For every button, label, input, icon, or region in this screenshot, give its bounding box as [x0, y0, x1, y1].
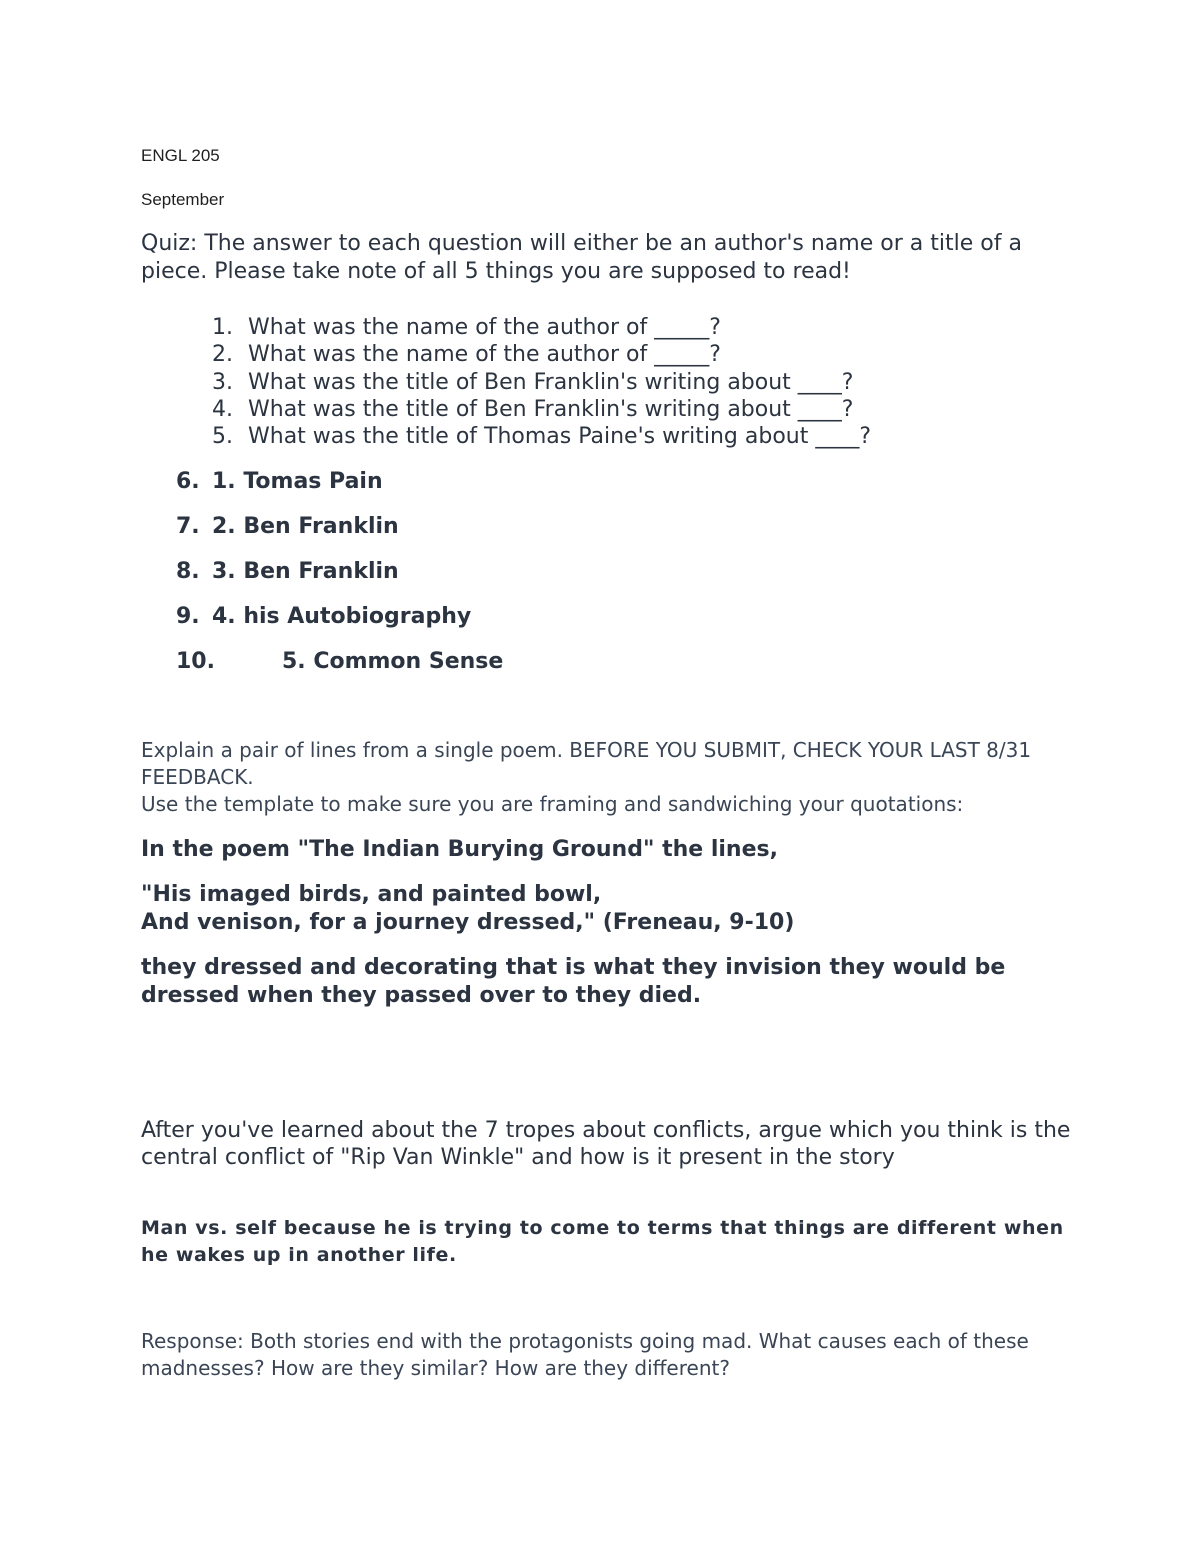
- quiz-answer: [176, 511, 503, 556]
- quiz-answer: [176, 646, 503, 691]
- month-label: September: [141, 190, 225, 209]
- quiz-answer: [176, 466, 503, 511]
- course-code: ENGL 205: [141, 146, 220, 165]
- quiz-question: [212, 314, 871, 341]
- question-text: What was the title of Thomas Paine's writing about ____?: [248, 424, 872, 449]
- answer-number: 10.: [176, 649, 215, 674]
- poem-explanation: they dressed and decorating that is what they invision they would be dressed when they passed over to they died.: [141, 955, 1006, 1008]
- question-number: 5.: [212, 424, 233, 449]
- tropes-answer: Man vs. self because he is trying to come to terms that things are different when he wakes up in another life.: [141, 1217, 1064, 1266]
- answer-text: 1. Tomas Pain: [212, 469, 383, 494]
- question-number: 2.: [212, 342, 233, 368]
- quiz-answer: [176, 601, 503, 646]
- tropes-question: After you've learned about the 7 tropes about conflicts, argue which you think is the central conflict of "Rip Van Winkle" and how is it present in the story: [141, 1118, 1071, 1170]
- answer-text: 4. his Autobiography: [212, 604, 472, 629]
- answer-number: 8.: [176, 559, 200, 584]
- quiz-question: [212, 396, 871, 423]
- poem-line: And venison, for a journey dressed," (Freneau, 9-10): [141, 910, 795, 935]
- answer-number: 6.: [176, 469, 200, 494]
- quiz-answer: [176, 556, 503, 601]
- poem-task-template-line: Use the template to make sure you are framing and sandwiching your quotations:: [141, 792, 964, 816]
- poem-task-prompt: Explain a pair of lines from a single poem. BEFORE YOU SUBMIT, CHECK YOUR LAST 8/31 FEEDBACK.: [141, 738, 1032, 789]
- quiz-question-list: [212, 314, 871, 450]
- quiz-answer-list: [176, 466, 503, 691]
- quiz-intro: Quiz: The answer to each question will either be an author's name or a title of a piece. Please take note of all 5 things you are supposed to read!: [141, 231, 1022, 284]
- quiz-question: [212, 423, 871, 450]
- answer-text: 2. Ben Franklin: [212, 514, 399, 539]
- question-number: 4.: [212, 396, 233, 422]
- answer-text: 5. Common Sense: [282, 649, 504, 674]
- question-text: What was the title of Ben Franklin's writing about ____?: [248, 369, 854, 395]
- answer-text: 3. Ben Franklin: [212, 559, 399, 584]
- poem-line: "His imaged birds, and painted bowl,: [141, 882, 602, 907]
- quiz-question: [212, 369, 871, 396]
- answer-number: 7.: [176, 514, 200, 539]
- question-number: 3.: [212, 369, 233, 395]
- response-prompt: Response: Both stories end with the protagonists going mad. What causes each of these madnesses? How are they similar? How are they different?: [141, 1329, 1029, 1380]
- question-text: What was the title of Ben Franklin's writing about ____?: [248, 396, 854, 422]
- quiz-question: [212, 341, 871, 368]
- question-text: What was the name of the author of _____?: [248, 342, 721, 368]
- answer-number: 9.: [176, 604, 200, 629]
- poem-quotation: [141, 881, 1081, 937]
- question-text: What was the name of the author of _____?: [248, 315, 721, 340]
- poem-intro: In the poem "The Indian Burying Ground" the lines,: [141, 837, 778, 862]
- question-number: 1.: [212, 315, 233, 340]
